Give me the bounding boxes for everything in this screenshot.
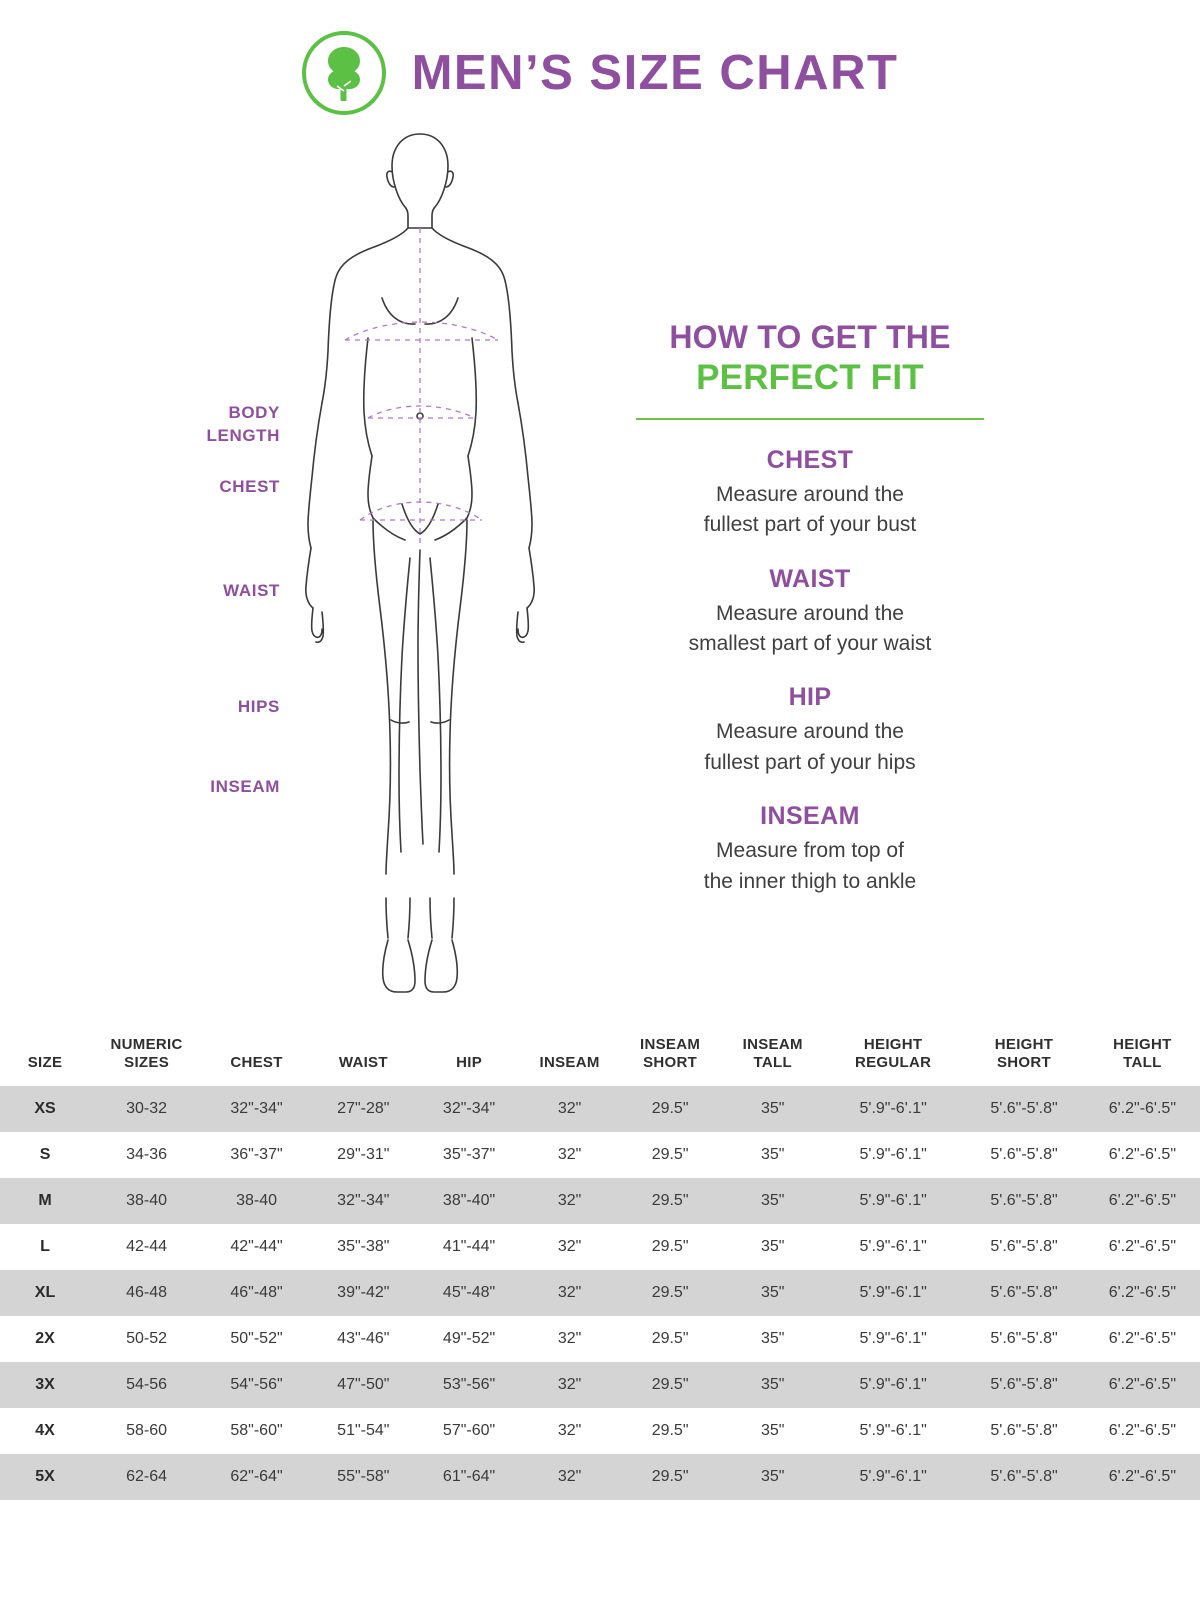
measure-inseam-title: INSEAM (760, 802, 860, 831)
table-cell: 62-64 (90, 1454, 203, 1500)
table-cell: 45"-48" (417, 1270, 522, 1316)
table-cell: 29.5" (618, 1362, 723, 1408)
table-cell: 35" (760, 1238, 785, 1255)
table-cell: 5'.6"-5'.8" (963, 1086, 1084, 1132)
table-row (0, 1132, 1200, 1178)
table-header-cell: HEIGHT SHORT (994, 1036, 1054, 1071)
table-cell: 32" (521, 1454, 617, 1500)
howto-heading (600, 318, 1020, 400)
measure-chest (600, 446, 1020, 541)
table-header-cell: INSEAM (539, 1054, 600, 1071)
measure-hip-desc: Measure around the fullest part of your hips (704, 720, 916, 774)
table-cell: 29.5" (618, 1270, 723, 1316)
table-cell-size: 4X (35, 1422, 55, 1439)
table-cell: 35"-37" (442, 1146, 496, 1163)
measure-inseam (600, 802, 1020, 897)
table-cell: 35" (722, 1454, 823, 1500)
table-header-cell: SIZE (27, 1054, 63, 1071)
measure-hip (600, 683, 1020, 778)
table-cell: 32" (557, 1422, 582, 1439)
table-cell: 35" (760, 1422, 785, 1439)
table-cell: 47"-50" (310, 1362, 417, 1408)
table-row (0, 1316, 1200, 1362)
size-chart-table (0, 1028, 1200, 1500)
illustration-and-instructions (0, 108, 1200, 1028)
table-cell: 32" (521, 1178, 617, 1224)
table-header-cell: CHEST (230, 1054, 283, 1071)
measure-waist-title: WAIST (769, 564, 851, 593)
table-cell: 50"-52" (230, 1330, 283, 1347)
label-body-length: BODY LENGTH (206, 403, 280, 445)
table-cell: 57"-60" (442, 1422, 496, 1439)
table-cell: 53"-56" (417, 1362, 522, 1408)
table-cell: 6'.2"-6'.5" (1085, 1086, 1200, 1132)
table-header-cell: WAIST (338, 1054, 388, 1071)
size-chart-table-wrapper (0, 1028, 1200, 1500)
table-cell: 32" (557, 1238, 582, 1255)
measure-hip-title: HIP (788, 683, 832, 712)
table-cell: 6'.2"-6'.5" (1108, 1422, 1176, 1439)
table-cell: 29.5" (651, 1422, 689, 1439)
table-cell-size: 5X (0, 1454, 90, 1500)
table-cell: 34-36 (126, 1146, 168, 1163)
table-cell: 58-60 (126, 1422, 168, 1439)
table-cell: 32" (521, 1362, 617, 1408)
table-cell: 6'.2"-6'.5" (1108, 1330, 1176, 1347)
table-cell: 38-40 (203, 1178, 310, 1224)
table-header-cell: INSEAM SHORT (640, 1036, 701, 1071)
page-header (0, 0, 1200, 108)
measure-chest-desc: Measure around the fullest part of your bust (703, 482, 917, 537)
label-chest: CHEST (219, 477, 280, 496)
table-cell: 50-52 (126, 1330, 168, 1347)
page-title: MEN’S SIZE CHART (411, 46, 899, 100)
table-cell: 46"-48" (203, 1270, 310, 1316)
table-cell: 5'.6"-5'.8" (963, 1178, 1084, 1224)
measure-waist-desc: Measure around the smallest part of your waist (688, 601, 932, 656)
table-header-cell: NUMERIC SIZES (110, 1036, 183, 1071)
table-cell: 46-48 (90, 1270, 203, 1316)
table-header-cell: INSEAM TALL (742, 1036, 803, 1071)
table-cell: 5'.9"-6'.1" (859, 1146, 927, 1163)
table-cell: 27"-28" (310, 1086, 417, 1132)
table-body (0, 1086, 1200, 1500)
table-cell: 41"-44" (442, 1238, 496, 1255)
table-cell: 5'.9"-6'.1" (859, 1422, 927, 1439)
table-cell: 30-32 (90, 1086, 203, 1132)
table-cell: 29.5" (651, 1330, 689, 1347)
table-row (0, 1270, 1200, 1316)
divider (636, 418, 984, 420)
table-cell: 35" (722, 1086, 823, 1132)
table-cell: 5'.9"-6'.1" (823, 1362, 963, 1408)
table-cell-size: 3X (0, 1362, 90, 1408)
table-cell: 5'.9"-6'.1" (859, 1238, 927, 1255)
table-cell: 39"-42" (310, 1270, 417, 1316)
table-cell: 32"-34" (310, 1178, 417, 1224)
table-cell: 32"-34" (203, 1086, 310, 1132)
table-cell: 29.5" (618, 1178, 723, 1224)
table-cell: 5'.6"-5'.8" (990, 1238, 1058, 1255)
table-cell: 32" (557, 1330, 582, 1347)
table-cell: 29.5" (618, 1086, 723, 1132)
table-cell: 35" (722, 1270, 823, 1316)
table-cell: 5'.6"-5'.8" (963, 1454, 1084, 1500)
table-cell: 32" (557, 1146, 582, 1163)
table-header-cell: HEIGHT TALL (1113, 1036, 1172, 1071)
table-cell: 6'.2"-6'.5" (1085, 1178, 1200, 1224)
table-cell-size: M (0, 1178, 90, 1224)
table-cell: 58"-60" (230, 1422, 283, 1439)
measure-inseam-desc: Measure from top of the inner thigh to ankle (703, 839, 917, 893)
table-row (0, 1086, 1200, 1132)
table-cell: 5'.6"-5'.8" (990, 1422, 1058, 1439)
label-inseam: INSEAM (210, 777, 280, 796)
table-cell: 29.5" (618, 1454, 723, 1500)
table-cell: 43"-46" (337, 1330, 390, 1347)
table-cell: 61"-64" (417, 1454, 522, 1500)
howto-heading-line1: HOW TO GET THE (669, 319, 951, 355)
table-cell: 6'.2"-6'.5" (1085, 1270, 1200, 1316)
table-cell: 5'.9"-6'.1" (823, 1178, 963, 1224)
table-cell: 42"-44" (230, 1238, 283, 1255)
table-cell: 38"-40" (417, 1178, 522, 1224)
table-cell: 5'.9"-6'.1" (823, 1086, 963, 1132)
howto-heading-line2: PERFECT FIT (696, 358, 924, 398)
table-row (0, 1408, 1200, 1454)
table-row (0, 1362, 1200, 1408)
table-cell: 54"-56" (203, 1362, 310, 1408)
label-hips: HIPS (237, 697, 280, 716)
table-cell: 62"-64" (203, 1454, 310, 1500)
table-cell: 32" (521, 1270, 617, 1316)
table-cell: 5'.9"-6'.1" (823, 1270, 963, 1316)
table-cell-size: XL (0, 1270, 90, 1316)
table-cell: 38-40 (90, 1178, 203, 1224)
table-cell: 35"-38" (337, 1238, 390, 1255)
measure-waist (600, 565, 1020, 660)
table-cell: 32" (521, 1086, 617, 1132)
table-cell: 55"-58" (310, 1454, 417, 1500)
table-cell: 32"-34" (417, 1086, 522, 1132)
tree-logo-icon (302, 31, 386, 115)
table-cell: 35" (760, 1146, 785, 1163)
table-cell: 5'.9"-6'.1" (823, 1454, 963, 1500)
table-cell: 6'.2"-6'.5" (1108, 1238, 1176, 1255)
table-cell: 6'.2"-6'.5" (1108, 1146, 1176, 1163)
table-cell: 42-44 (126, 1238, 168, 1255)
table-cell-size: 2X (35, 1330, 55, 1347)
table-cell-size: XS (0, 1086, 90, 1132)
table-cell: 35" (722, 1178, 823, 1224)
table-cell: 54-56 (90, 1362, 203, 1408)
table-cell: 6'.2"-6'.5" (1085, 1362, 1200, 1408)
table-cell: 6'.2"-6'.5" (1085, 1454, 1200, 1500)
how-to-measure-panel (600, 318, 1020, 921)
table-cell: 29.5" (651, 1238, 689, 1255)
table-cell: 51"-54" (337, 1422, 390, 1439)
table-cell: 5'.6"-5'.8" (990, 1146, 1058, 1163)
table-cell-size: S (39, 1146, 51, 1163)
table-header-cell: HIP (456, 1054, 483, 1071)
table-row (0, 1178, 1200, 1224)
label-waist: WAIST (223, 581, 280, 600)
male-body-illustration (250, 128, 590, 1008)
table-cell: 29.5" (651, 1146, 689, 1163)
table-cell: 5'.6"-5'.8" (990, 1330, 1058, 1347)
table-cell: 49"-52" (442, 1330, 496, 1347)
table-cell: 36"-37" (230, 1146, 283, 1163)
table-cell: 5'.6"-5'.8" (963, 1362, 1084, 1408)
measure-chest-title: CHEST (766, 445, 854, 474)
table-cell-size: L (40, 1238, 50, 1255)
table-row (0, 1224, 1200, 1270)
table-header-cell: HEIGHT REGULAR (854, 1036, 932, 1071)
table-row (0, 1454, 1200, 1500)
table-header-row (0, 1028, 1200, 1086)
table-cell: 5'.9"-6'.1" (859, 1330, 927, 1347)
table-cell: 35" (760, 1330, 785, 1347)
table-cell: 29"-31" (337, 1146, 390, 1163)
table-cell: 5'.6"-5'.8" (963, 1270, 1084, 1316)
table-cell: 35" (722, 1362, 823, 1408)
